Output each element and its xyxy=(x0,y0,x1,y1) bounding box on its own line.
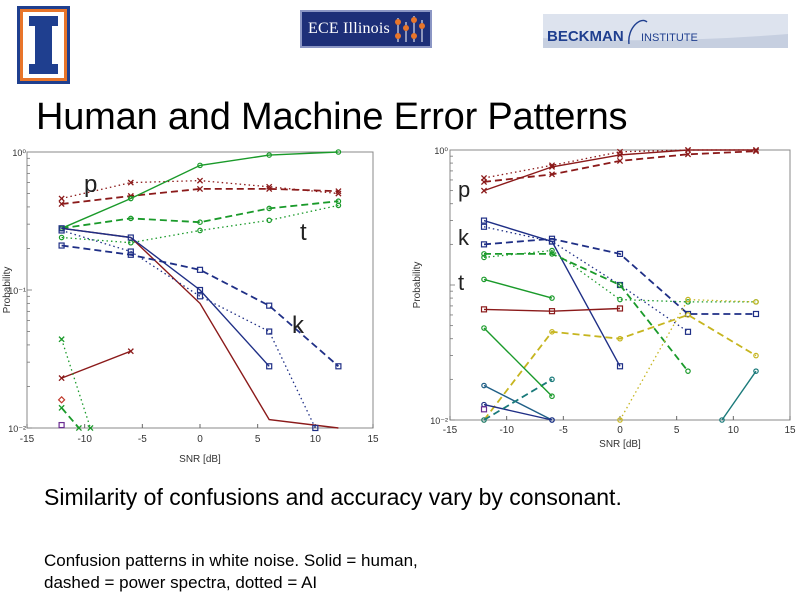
series-12 xyxy=(59,228,318,431)
series-line xyxy=(484,239,756,314)
series-line xyxy=(62,246,339,367)
y-tick-label: 10⁰ xyxy=(12,148,26,158)
y-tick-label: 10⁻² xyxy=(8,424,26,434)
y-tick-label: 10⁻² xyxy=(430,416,448,426)
y-tick-label: 10⁻¹ xyxy=(8,286,26,296)
series-line xyxy=(62,351,131,378)
consonant-annotation: k xyxy=(292,312,304,339)
slide-title: Human and Machine Error Patterns xyxy=(36,96,628,138)
caption-line-2: dashed = power spectra, dotted = AI xyxy=(44,573,318,592)
series-line xyxy=(484,328,552,396)
x-tick-label: -5 xyxy=(137,434,147,445)
series-14 xyxy=(482,402,554,422)
series-1 xyxy=(481,147,758,193)
data-marker-square xyxy=(482,407,487,412)
consonant-annotation: k xyxy=(458,225,469,250)
x-tick-label: 15 xyxy=(784,425,796,436)
series-6 xyxy=(482,224,691,334)
series-8 xyxy=(482,252,690,374)
x-tick-label: -10 xyxy=(499,425,514,436)
x-tick-label: 0 xyxy=(617,425,623,436)
beckman-institute-logo xyxy=(543,14,788,48)
series-8 xyxy=(59,337,93,431)
x-tick-label: 0 xyxy=(197,434,203,445)
x-tick-label: -10 xyxy=(77,434,92,445)
series-7 xyxy=(482,277,554,300)
ece-logo-text: ECE Illinois xyxy=(308,20,390,37)
series-line xyxy=(484,315,756,420)
beckman-logo-sub: INSTITUTE xyxy=(641,32,698,44)
y-axis-label: Probability xyxy=(2,266,13,314)
x-axis-label: SNR [dB] xyxy=(179,454,221,465)
standalone-marker xyxy=(59,397,65,403)
y-axis-label: Probability xyxy=(412,261,423,309)
consonant-annotation: p xyxy=(458,177,471,202)
data-marker-square xyxy=(198,294,203,299)
data-marker-square xyxy=(482,224,487,229)
data-marker-square xyxy=(59,423,64,428)
x-tick-label: 10 xyxy=(309,434,321,445)
series-16 xyxy=(720,369,758,422)
series-5 xyxy=(482,236,759,316)
data-marker-diamond xyxy=(59,397,65,403)
consonant-annotation: p xyxy=(84,171,98,198)
series-7 xyxy=(59,405,82,430)
x-tick-label: 5 xyxy=(673,425,680,436)
x-axis-label: SNR [dB] xyxy=(599,439,641,450)
caption-line-1: Confusion patterns in white noise. Solid = human, xyxy=(44,551,418,570)
x-tick-label: 10 xyxy=(727,425,739,436)
consonant-annotation: t xyxy=(300,219,307,246)
ece-illinois-logo xyxy=(300,10,432,48)
series-10 xyxy=(482,306,623,314)
series-line xyxy=(722,371,756,420)
circuit-icon xyxy=(392,14,428,46)
series-line xyxy=(62,339,91,428)
y-tick-label: 10⁰ xyxy=(434,146,448,156)
x-tick-label: 5 xyxy=(254,434,261,445)
series-line xyxy=(484,279,552,298)
x-tick-label: -5 xyxy=(558,425,568,436)
series-13 xyxy=(482,383,554,422)
series-line xyxy=(484,254,688,371)
standalone-marker xyxy=(482,407,487,412)
data-marker-square xyxy=(267,329,272,334)
data-marker-square xyxy=(754,311,759,316)
consonant-annotation: t xyxy=(458,270,465,295)
series-17 xyxy=(482,326,554,399)
series-11 xyxy=(59,243,341,369)
slide-subtitle: Similarity of confusions and accuracy vary by consonant. xyxy=(44,484,622,510)
illinois-logo xyxy=(17,6,70,84)
series-line xyxy=(62,231,316,429)
plot-frame xyxy=(450,150,790,420)
data-marker-circle xyxy=(618,283,622,287)
series-line xyxy=(62,189,339,204)
x-tick-label: 15 xyxy=(367,434,379,445)
series-line xyxy=(484,251,756,302)
series-1 xyxy=(59,349,133,381)
data-marker-circle xyxy=(686,369,690,373)
series-10 xyxy=(59,226,272,369)
caption xyxy=(44,550,418,594)
series-line xyxy=(484,227,688,332)
x-tick-label: -15 xyxy=(19,434,35,445)
standalone-marker xyxy=(59,423,64,428)
data-marker-circle xyxy=(550,394,554,398)
series-line xyxy=(62,228,270,366)
data-marker-circle xyxy=(754,369,758,373)
x-tick-label: -15 xyxy=(442,425,458,436)
beckman-logo-main: BECKMAN xyxy=(547,28,624,45)
chart-human-vs-machine-left xyxy=(0,145,395,465)
series-line xyxy=(484,405,552,420)
chart-human-vs-machine-right xyxy=(410,145,800,450)
series-line xyxy=(484,221,620,367)
series-5 xyxy=(59,199,340,230)
